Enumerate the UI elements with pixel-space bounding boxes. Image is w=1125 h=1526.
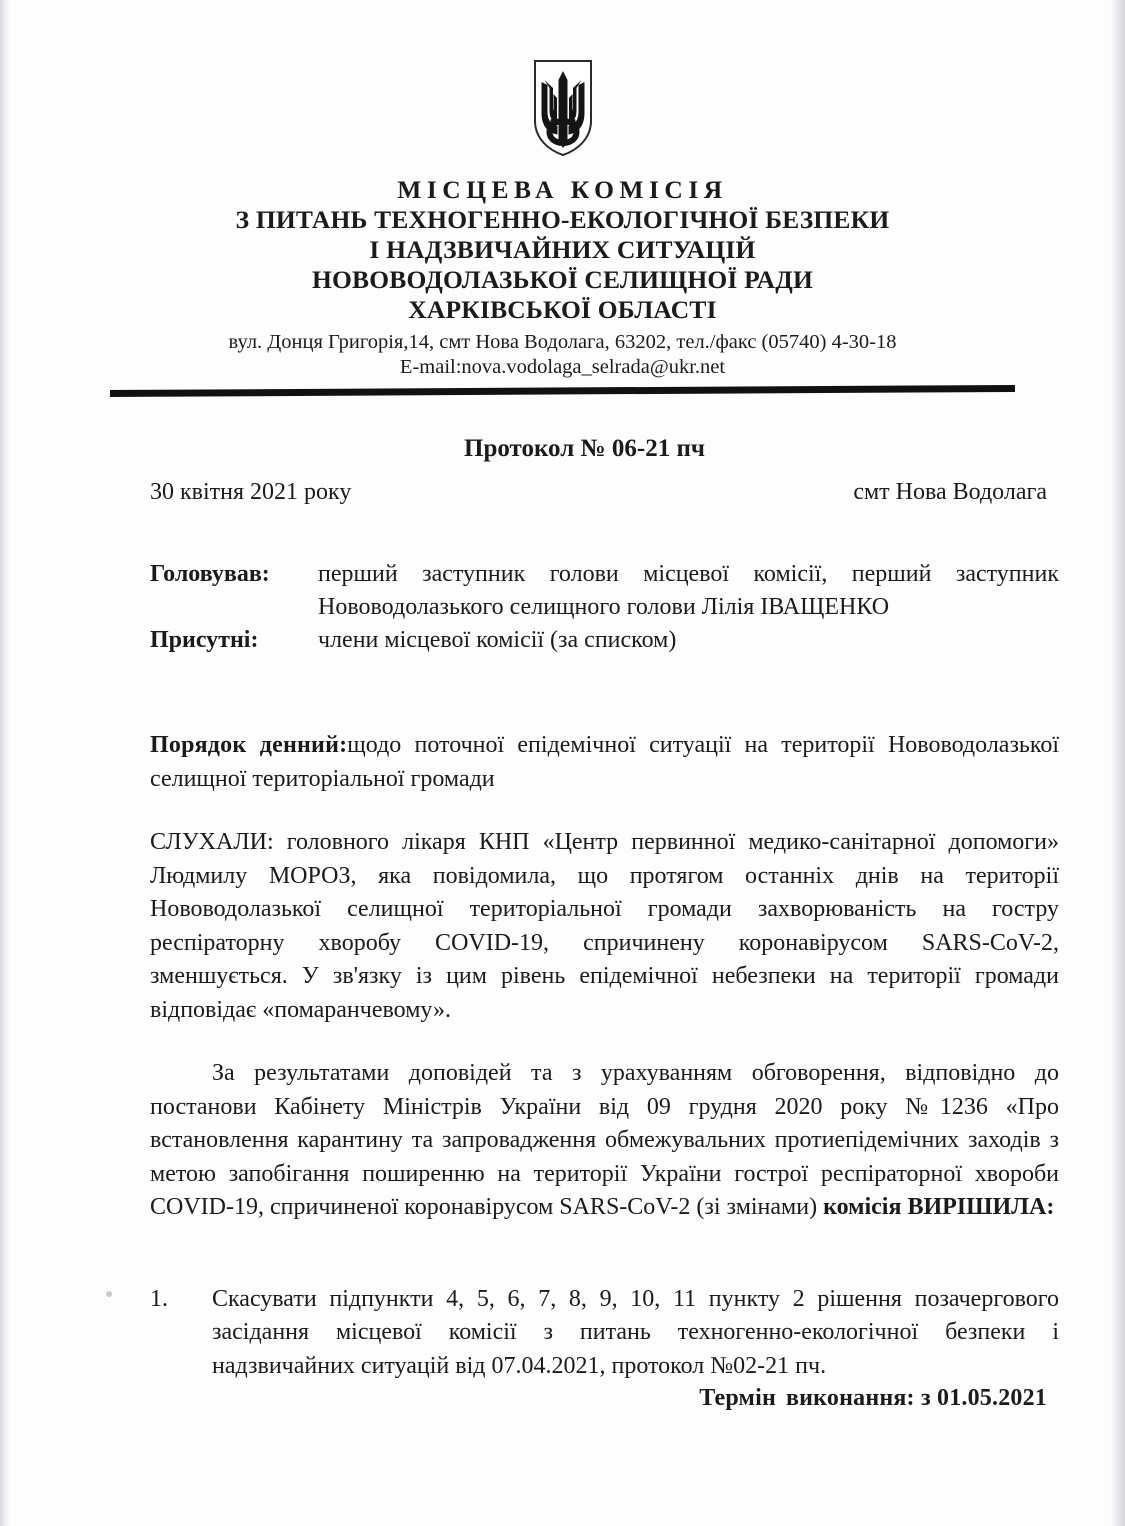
page-title: Протокол № 06-21 пч [464,435,705,462]
emblem-container [0,0,1125,163]
header-divider-rule [110,385,1015,397]
document-date: 30 квітня 2021 року [150,479,352,505]
attendance-label-present: Присутні: [150,627,259,653]
resolution-item [150,1283,1059,1384]
deadline-value: виконання: з 01.05.2021 [785,1385,1047,1411]
resolution-preamble-text: За результатами доповідей та з урахуванням обговорення, відповідно до постанови Кабінету Міністрів України від 09 грудня 2020 року №1236 «Про встановлення карантину та запровадження обмежувальних протиепідемічних заходів з метою запобігання поширенню на території України гострої респіраторної хвороби COVID-19, спричиненої коронавірусом SARS-CoV-2 (зі змінами) [150,1060,1059,1220]
agenda-label: Порядок денний: [150,732,348,758]
letterhead-line-4: НОВОВОДОЛАЗЬКОЇ СЕЛИЩНОЇ РАДИ [311,265,814,294]
agenda-text: щодо поточної епідемічної ситуації на території Нововодолазької селищної територіальної громади [150,732,1059,792]
letterhead-line-3: І НАДЗВИЧАЙНИХ СИТУАЦІЙ [369,235,756,264]
date-place-row [150,479,1059,506]
letterhead-line-1: МІСЦЕВА КОМІСІЯ [397,175,728,204]
attendance-value-present: члени місцевої комісії (за списком) [318,627,677,653]
letterhead-line-2: З ПИТАНЬ ТЕХНОГЕННО-ЕКОЛОГІЧНОЇ БЕЗПЕКИ [235,205,890,234]
document-body [0,435,1125,1412]
letterhead-email: E-mail:nova.vodolaga_selrada@ukr.net [399,356,726,378]
attendance-row-chair [150,558,1059,624]
agenda-paragraph [150,729,1059,796]
document-place: смт Нова Водолага [853,479,1047,505]
attendance-value-chair: перший заступник голови місцевої комісії, перший заступник Нововодолазького селищного голови Лілія ІВАЩЕНКО [318,561,1059,620]
attendance-block [150,558,1059,657]
deadline-label: Термін [699,1385,776,1411]
resolution-preamble-paragraph [150,1057,1059,1225]
heard-paragraph: СЛУХАЛИ: головного лікаря КНП «Центр первинної медико-санітарної допомоги» Людмилу МОРОЗ, яка повідомила, що протягом останніх днів на території Нововодолазької селищної територіальної громади захворюваність на гостру респіраторну хворобу COVID-19, спричинену коронавірусом SARS-CoV-2, зменшується. У зв'язку із цим рівень епідемічної небезпеки на території громади відповідає «помаранчевому». [150,829,1059,1023]
resolution-items [150,1283,1059,1413]
resolution-item-text: Скасувати підпункти 4, 5, 6, 7, 8, 9, 10, 11 пункту 2 рішення позачергового засідання місцевої комісії з питань техногенно-екологічної безпеки і надзвичайних ситуацій від 07.04.2021, протокол №02-21 пч. [212,1285,1059,1379]
attendance-label-chair: Головував: [150,561,270,587]
letterhead-address: вул. Донця Григорія,14, смт Нова Водолага, 63202, тел./факс (05740) 4-30-18 [228,331,897,353]
letterhead [0,175,1125,380]
letterhead-line-5: ХАРКІВСЬКОЇ ОБЛАСТІ [408,295,717,324]
ukrainian-trident-icon [532,58,594,158]
resolution-decision-label: комісія ВИРІШИЛА: [823,1194,1055,1220]
resolution-item-deadline [150,1385,1059,1412]
resolution-item-number: 1. [150,1285,168,1312]
attendance-row-present [150,624,1059,657]
